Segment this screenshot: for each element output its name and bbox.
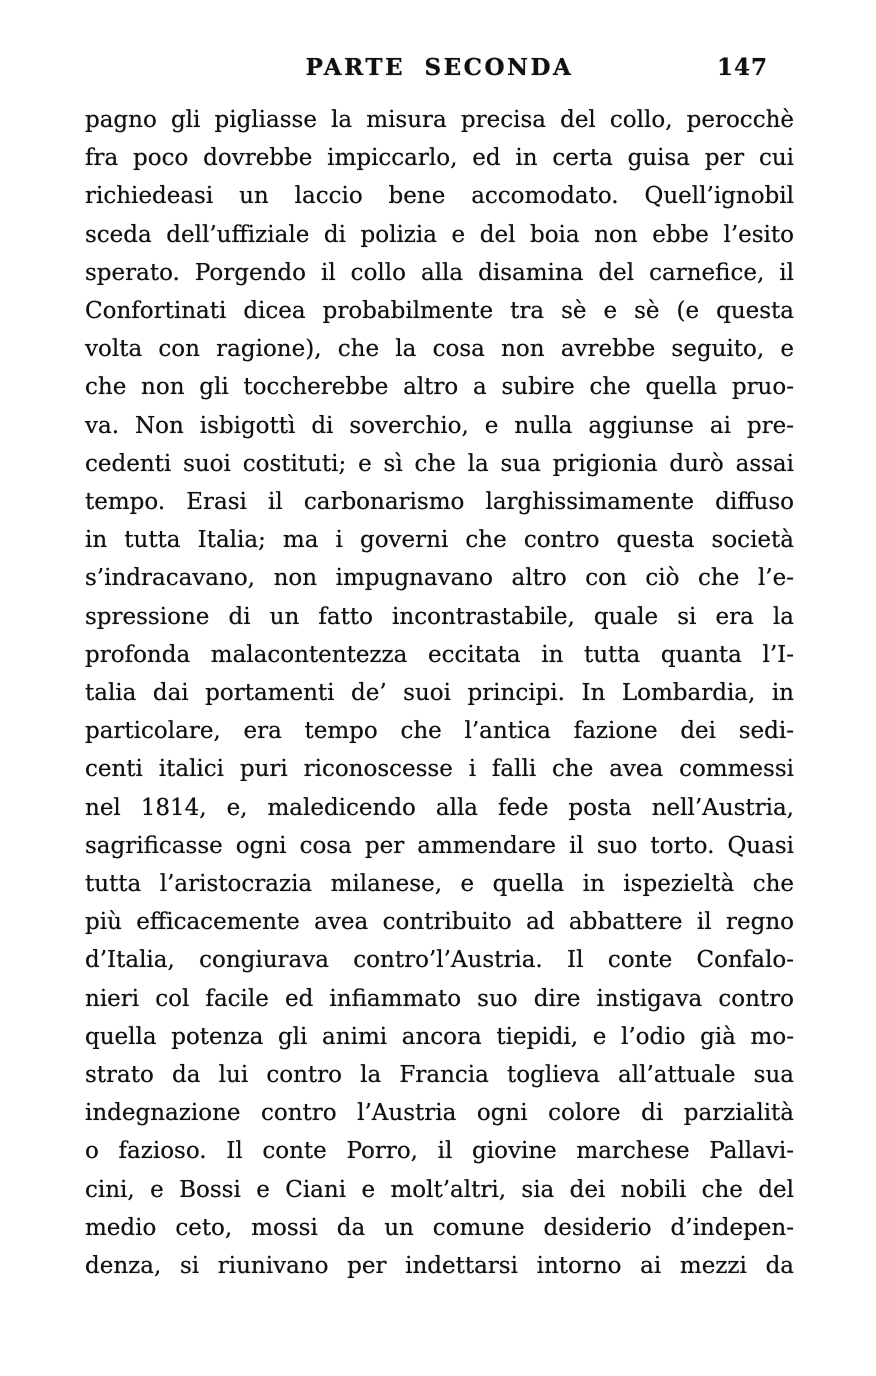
text-line: sagrificasse ogni cosa per ammendare il suo torto. Quasi bbox=[85, 832, 794, 859]
text-line: in tutta Italia; ma i governi che contro questa società bbox=[85, 527, 794, 554]
text-line: strato da lui contro la Francia toglieva all’attuale sua bbox=[85, 1062, 794, 1089]
text-line: talia dai portamenti de’ suoi principi. In Lombardia, in bbox=[85, 680, 794, 707]
text-line: fra poco dovrebbe impiccarlo, ed in certa guisa per cui bbox=[85, 145, 794, 172]
section-title: PARTE SECONDA bbox=[305, 54, 574, 81]
text-line: più efficacemente avea contribuito ad abbattere il regno bbox=[85, 909, 794, 936]
text-line: medio ceto, mossi da un comune desiderio d’indepen- bbox=[85, 1214, 794, 1241]
text-line: profonda malacontentezza eccitata in tutta quanta l’I- bbox=[85, 641, 794, 668]
text-line: nieri col facile ed infiammato suo dire instigava contro bbox=[85, 985, 794, 1012]
text-line: particolare, era tempo che l’antica fazione dei sedi- bbox=[85, 718, 794, 745]
text-line: pagno gli pigliasse la misura precisa del collo, perocchè bbox=[85, 107, 794, 133]
book-page bbox=[85, 54, 794, 1285]
text-line: tutta l’aristocrazia milanese, e quella in ispezieltà che bbox=[85, 871, 794, 898]
text-line: Confortinati dicea probabilmente tra sè e sè (e questa bbox=[85, 298, 794, 325]
text-line: cedenti suoi costituti; e sì che la sua prigionia durò assai bbox=[85, 450, 794, 477]
text-line: va. Non isbigottì di soverchio, e nulla aggiunse ai pre- bbox=[85, 412, 794, 439]
page-number: 147 bbox=[716, 54, 768, 81]
text-line: cini, e Bossi e Ciani e molt’altri, sia dei nobili che del bbox=[85, 1176, 794, 1203]
text-line: centi italici puri riconoscesse i falli che avea commessi bbox=[85, 756, 794, 783]
text-line: sceda dell’uffiziale di polizia e del boia non ebbe l’esito bbox=[85, 221, 794, 248]
text-line: o fazioso. Il conte Porro, il giovine marchese Pallavi- bbox=[85, 1138, 794, 1165]
text-line: nel 1814, e, maledicendo alla fede posta nell’Austria, bbox=[85, 794, 794, 821]
body-text bbox=[85, 101, 794, 1285]
text-line: quella potenza gli animi ancora tiepidi, e l’odio già mo- bbox=[85, 1023, 794, 1050]
text-line: spressione di un fatto incontrastabile, quale si era la bbox=[85, 603, 794, 630]
text-line: richiedeasi un laccio bene accomodato. Quell’ignobil bbox=[85, 183, 794, 210]
text-line: che non gli toccherebbe altro a subire che quella pruo- bbox=[85, 374, 794, 401]
text-line: denza, si riunivano per indettarsi intorno ai mezzi da bbox=[85, 1253, 794, 1280]
text-line: tempo. Erasi il carbonarismo larghissimamente diffuso bbox=[85, 489, 794, 516]
text-line: sperato. Porgendo il collo alla disamina del carnefice, il bbox=[85, 259, 794, 286]
text-line: d’Italia, congiurava contro’l’Austria. Il conte Confalo- bbox=[85, 947, 794, 974]
text-line: volta con ragione), che la cosa non avrebbe seguito, e bbox=[85, 336, 794, 363]
page-header bbox=[85, 54, 794, 100]
text-line: indegnazione contro l’Austria ogni colore di parzialità bbox=[85, 1100, 794, 1127]
text-line: s’indracavano, non impugnavano altro con ciò che l’e- bbox=[85, 565, 794, 592]
